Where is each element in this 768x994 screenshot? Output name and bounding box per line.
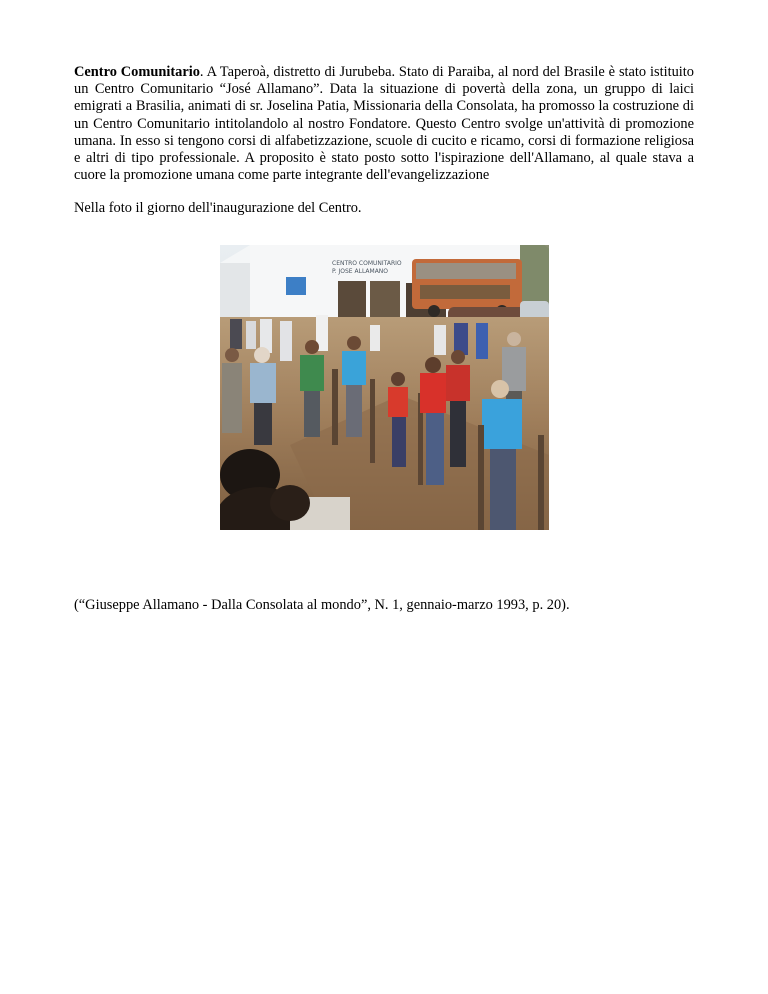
sign-line-2: P. JOSE ALLAMANO <box>332 268 389 275</box>
inauguration-photo <box>220 245 549 530</box>
source-citation: (“Giuseppe Allamano - Dalla Consolata al mondo”, N. 1, gennaio-marzo 1993, p. 20). <box>74 597 570 613</box>
article <box>74 64 694 232</box>
building-window <box>286 277 306 295</box>
article-paragraph <box>74 64 694 184</box>
photo-caption: Nella foto il giorno dell'inaugurazione del Centro. <box>74 200 362 217</box>
sign-line-1: CENTRO COMUNITARIO <box>332 260 402 267</box>
article-body: . A Taperoà, distretto di Jurubeba. Stato di Paraiba, al nord del Brasile è stato istituito un Centro Comunitario “José Allamano”. Data la situazione di povertà della zona, un gruppo di laici emigrati a Brasilia, animati di sr. Joselina Patia, Missionaria della Consolata, ha promosso la costruzione di un Centro Comunitario intitolandolo al nostro Fondatore. Questo Centro svolge un'attività di promozione umana. In esso si tengono corsi di alfabetizzazione, scuole di cucito e ricamo, corsi di formazione religiosa e altri di tipo professionale. A proposito è stato posto sotto l'ispirazione dell'Allamano, al quale stava a cuore la promozione umana come parte integrante dell'evangelizzazione <box>74 64 694 184</box>
article-heading: Centro Comunitario <box>74 64 200 80</box>
